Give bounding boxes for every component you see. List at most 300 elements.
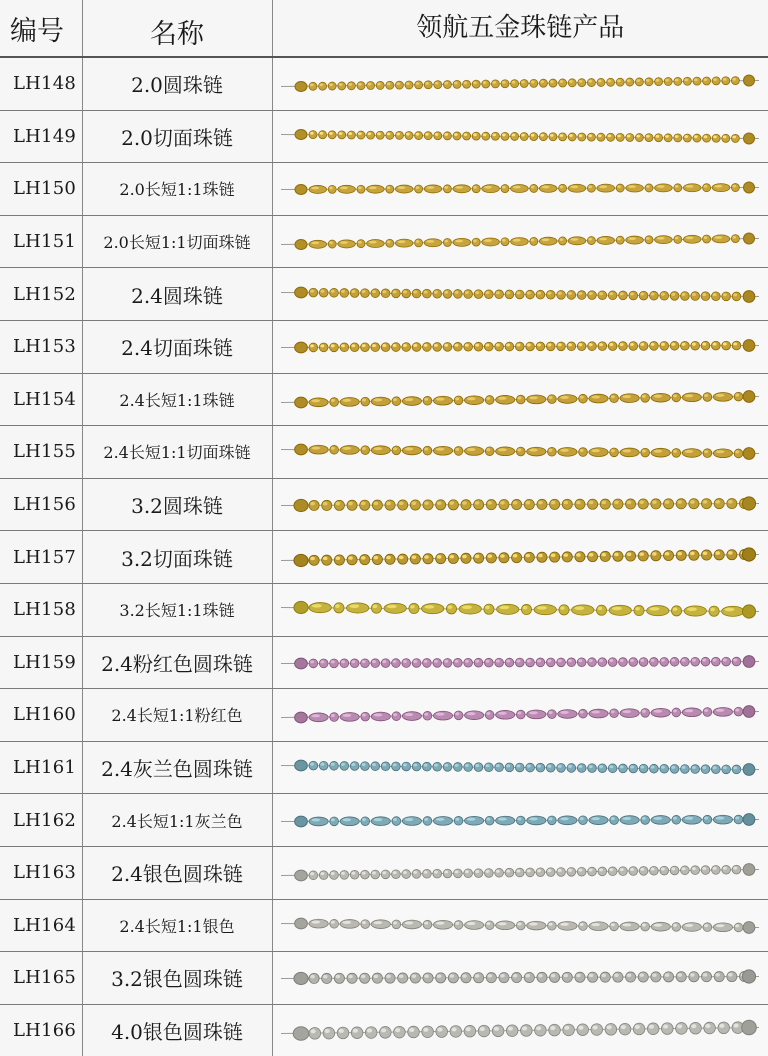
chain-bead (484, 290, 493, 299)
bead-highlight (495, 870, 499, 873)
chain-bead (673, 134, 681, 142)
chain-bead (639, 342, 648, 351)
chain-photo (273, 426, 768, 477)
chain-bead (443, 132, 451, 140)
bead-highlight (626, 80, 630, 83)
bead-highlight (715, 394, 724, 397)
chain-bead (443, 869, 452, 878)
chain-bead (510, 132, 518, 140)
chain-bead (556, 290, 565, 299)
bead-highlight (712, 293, 716, 296)
bead-highlight (588, 553, 593, 557)
chain-bead (568, 133, 576, 141)
chain-bead (505, 290, 514, 299)
bead-highlight (342, 921, 351, 924)
chain-bead (385, 131, 393, 139)
chain-bead (671, 606, 681, 616)
bead-highlight (702, 500, 707, 504)
bead-highlight (529, 817, 538, 820)
chain-long-bead (424, 185, 442, 193)
chain-bead (350, 288, 359, 297)
chain-bead (515, 658, 524, 667)
bead-highlight (454, 82, 458, 85)
bead-highlight (548, 396, 552, 399)
chain-bead (309, 131, 317, 139)
chain-bead (558, 605, 568, 615)
product-code: LH159 (0, 636, 82, 689)
chain-bead (319, 761, 328, 770)
table-row (0, 741, 768, 794)
chain-connector (295, 185, 307, 195)
chain-bead (597, 867, 606, 876)
bead-highlight (512, 501, 517, 505)
bead-highlight (310, 132, 314, 135)
bead-highlight (413, 871, 417, 874)
chain-bead (574, 551, 584, 561)
chain-bead (628, 867, 637, 876)
bead-highlight (455, 713, 459, 716)
chain-bead (357, 240, 365, 248)
chain-bead (423, 447, 432, 456)
chain-long-bead (464, 920, 483, 929)
bead-highlight (560, 923, 569, 926)
chain-bead (567, 342, 576, 351)
bead-highlight (454, 660, 458, 663)
chain-long-bead (495, 711, 514, 720)
chain-bead (734, 708, 743, 717)
chain-bead (714, 549, 724, 559)
product-code: LH151 (0, 215, 82, 268)
bead-highlight (619, 659, 623, 662)
chain-long-bead (526, 710, 545, 719)
bead-highlight (373, 714, 382, 717)
bead-highlight (630, 343, 634, 346)
bead-highlight (444, 82, 448, 85)
product-name: 3.2长短1:1珠链 (82, 583, 272, 636)
chain-bead (460, 973, 470, 983)
chain-bead (549, 499, 559, 509)
bead-highlight (702, 551, 707, 555)
chain-bead (558, 79, 566, 87)
chain-bead (726, 499, 736, 509)
chain-bead (628, 342, 637, 351)
bead-highlight (341, 345, 345, 348)
chain-bead (640, 449, 649, 458)
bead-highlight (330, 872, 334, 875)
chain-photo (273, 584, 768, 635)
bead-highlight (588, 659, 592, 662)
chain-bead (597, 79, 605, 87)
chain-long-bead (646, 606, 668, 616)
bead-highlight (424, 921, 428, 924)
bead-highlight (619, 343, 623, 346)
bead-highlight (568, 765, 572, 768)
product-code: LH156 (0, 478, 82, 531)
chain-bead (576, 1024, 588, 1036)
bead-highlight (415, 187, 419, 190)
chain-long-bead (402, 712, 421, 721)
bead-highlight (704, 709, 708, 712)
bead-highlight (599, 869, 603, 872)
bead-highlight (650, 343, 654, 346)
bead-highlight (435, 397, 444, 400)
bead-highlight (502, 186, 506, 189)
chain-long-bead (588, 394, 607, 403)
bead-highlight (404, 398, 413, 401)
bead-highlight (650, 659, 654, 662)
chain-bead (410, 500, 420, 510)
chain-photo (273, 1005, 768, 1056)
chain-bead (711, 342, 720, 351)
chain-long-bead (309, 817, 328, 826)
chain-bead (524, 973, 534, 983)
chain-photo (273, 689, 768, 740)
product-image (272, 215, 768, 268)
bead-highlight (433, 871, 437, 874)
chain-bead (721, 341, 730, 350)
bead-highlight (579, 395, 583, 398)
bead-highlight (722, 766, 726, 769)
chain-long-bead (526, 395, 545, 404)
bead-highlight (660, 766, 664, 769)
product-image (272, 846, 768, 899)
bead-highlight (464, 870, 468, 873)
chain-bead (384, 554, 394, 564)
chain-bead (501, 80, 509, 88)
product-code: LH158 (0, 583, 82, 636)
chain-bead (474, 658, 483, 667)
bead-highlight (330, 818, 334, 821)
bead-highlight (506, 764, 510, 767)
chain-clasp (742, 548, 755, 561)
chain-bead (412, 870, 421, 879)
bead-highlight (530, 134, 534, 137)
chain-bead (464, 1025, 476, 1037)
chain-bead (381, 659, 390, 668)
bead-highlight (704, 451, 708, 454)
bead-highlight (660, 659, 664, 662)
bead-highlight (373, 398, 382, 401)
chain-bead (546, 342, 555, 351)
bead-highlight (498, 712, 507, 715)
bead-highlight (559, 80, 563, 83)
chain-long-bead (371, 920, 390, 929)
bead-highlight (656, 237, 664, 240)
bead-highlight (521, 134, 525, 137)
bead-highlight (411, 501, 416, 505)
product-name: 2.4长短1:1灰兰色 (82, 794, 272, 847)
product-name: 2.4长短1:1切面珠链 (82, 426, 272, 479)
chain-bead (328, 82, 336, 90)
bead-highlight (473, 239, 477, 242)
chain-bead (536, 763, 545, 772)
bead-highlight (474, 501, 479, 505)
bead-highlight (485, 291, 489, 294)
bead-highlight (674, 79, 678, 82)
bead-highlight (392, 871, 396, 874)
chain-bead (690, 291, 699, 300)
chain-bead (670, 866, 679, 875)
chain-long-bead (682, 922, 701, 931)
bead-highlight (444, 871, 448, 874)
chain-bead (473, 553, 483, 563)
product-code: LH149 (0, 110, 82, 163)
bead-highlight (330, 660, 334, 663)
bead-highlight (735, 393, 739, 396)
chain-long-bead (464, 816, 483, 825)
chain-bead (587, 237, 595, 245)
chain-bead (410, 973, 420, 983)
chain-bead (664, 134, 672, 142)
chain-bead (321, 555, 331, 565)
bead-highlight (622, 450, 631, 453)
bead-highlight (601, 974, 606, 978)
chain-bead (578, 710, 587, 719)
chain-long-bead (309, 603, 331, 613)
chain-bead (721, 292, 730, 301)
bead-highlight (579, 711, 583, 714)
bead-highlight (541, 186, 549, 189)
bead-highlight (358, 132, 362, 135)
bead-highlight (522, 606, 527, 610)
bead-highlight (330, 763, 334, 766)
chain-bead (609, 922, 618, 931)
product-name: 2.4粉红色圆珠链 (82, 636, 272, 689)
bead-highlight (722, 293, 726, 296)
chain-long-bead (495, 447, 514, 456)
chain-long-bead (620, 709, 639, 718)
chain-bead (676, 550, 686, 560)
bead-highlight (550, 553, 555, 557)
chain-bead (609, 394, 618, 403)
bead-highlight (406, 83, 410, 86)
bead-highlight (733, 867, 737, 870)
chain-bead (693, 77, 701, 85)
chain-clasp (743, 921, 755, 933)
chain-bead (423, 816, 432, 825)
bead-highlight (607, 80, 611, 83)
bead-highlight (521, 81, 525, 84)
bead-highlight (517, 817, 521, 820)
bead-highlight (310, 872, 314, 875)
bead-highlight (703, 236, 707, 239)
chain-bead (350, 343, 359, 352)
chain-bead (608, 291, 617, 300)
bead-highlight (512, 554, 517, 558)
bead-highlight (691, 766, 695, 769)
bead-highlight (366, 1028, 371, 1032)
bead-highlight (485, 764, 489, 767)
bead-highlight (598, 80, 602, 83)
chain-bead (360, 870, 369, 879)
bead-highlight (444, 187, 448, 190)
chain-bead (350, 871, 359, 880)
product-image (272, 320, 768, 373)
chain-long-bead (371, 397, 390, 406)
chain-bead (376, 82, 384, 90)
bead-highlight (311, 187, 319, 190)
bead-highlight (702, 343, 706, 346)
bead-highlight (548, 449, 552, 452)
bead-highlight (660, 343, 664, 346)
bead-highlight (650, 292, 654, 295)
bead-highlight (433, 344, 437, 347)
chain-bead (391, 659, 400, 668)
chain-bead (511, 499, 521, 509)
chain-bead (650, 550, 660, 560)
bead-highlight (423, 1028, 428, 1032)
chain-bead (432, 658, 441, 667)
bead-highlight (559, 238, 563, 241)
chain-bead (309, 500, 319, 510)
chain-bead (521, 605, 531, 615)
chain-bead (663, 972, 673, 982)
bead-highlight (592, 1025, 597, 1029)
bead-highlight (568, 343, 572, 346)
bead-highlight (560, 396, 569, 399)
chain-bead (562, 973, 572, 983)
chain-bead (577, 342, 586, 351)
chain-bead (339, 343, 348, 352)
bead-highlight (341, 763, 345, 766)
bead-highlight (569, 134, 573, 137)
bead-highlight (526, 291, 530, 294)
chain-bead (505, 342, 514, 351)
bead-highlight (487, 554, 492, 558)
product-image (272, 373, 768, 426)
bead-highlight (462, 501, 467, 505)
chain-bead (577, 764, 586, 773)
bead-highlight (634, 1025, 639, 1029)
bead-highlight (529, 449, 538, 452)
chain-bead (608, 764, 617, 773)
chain-bead (688, 550, 698, 560)
bead-highlight (576, 553, 581, 557)
chain-bead (671, 393, 680, 402)
chain-bead (549, 133, 557, 141)
bead-highlight (311, 604, 321, 608)
chain-bead (701, 972, 711, 982)
chain-bead (333, 603, 343, 613)
product-image (272, 583, 768, 636)
bead-highlight (550, 501, 555, 505)
chain-bead (619, 1023, 631, 1035)
bead-highlight (617, 80, 621, 83)
bead-highlight (673, 394, 677, 397)
bead-highlight (639, 552, 644, 556)
chain-bead (329, 659, 338, 668)
chain-bead (422, 343, 431, 352)
chain-bead (701, 342, 710, 351)
product-image (272, 689, 768, 742)
bead-highlight (338, 132, 342, 135)
bead-highlight (361, 921, 365, 924)
chain-bead (432, 343, 441, 352)
bead-highlight (423, 764, 427, 767)
chain-bead (688, 499, 698, 509)
chain-bead (385, 239, 393, 247)
bead-highlight (373, 921, 382, 924)
bead-highlight (681, 867, 685, 870)
chain-photo (273, 479, 768, 530)
chain-bead (547, 395, 556, 404)
bead-highlight (619, 868, 623, 871)
chain-long-bead (433, 712, 452, 721)
bead-highlight (660, 868, 664, 871)
chain-bead (591, 1024, 603, 1036)
bead-highlight (640, 343, 644, 346)
bead-highlight (455, 397, 459, 400)
chain-bead (625, 551, 635, 561)
bead-highlight (628, 237, 636, 240)
chain-bead (433, 81, 441, 89)
chain-bead (703, 393, 712, 402)
chain-bead (494, 290, 503, 299)
chain-bead (329, 446, 338, 455)
bead-highlight (677, 500, 682, 504)
bead-highlight (732, 136, 736, 139)
chain-bead (472, 80, 480, 88)
table-row (0, 215, 768, 268)
chain-bead (640, 815, 649, 824)
chain-bead (309, 343, 318, 352)
bead-highlight (598, 134, 602, 137)
chain-bead (376, 131, 384, 139)
chain-bead (462, 132, 470, 140)
bead-highlight (511, 134, 515, 137)
bead-highlight (329, 187, 333, 190)
table-row (0, 426, 768, 479)
chain-bead (350, 659, 359, 668)
bead-highlight (559, 134, 563, 137)
bead-highlight (310, 763, 314, 766)
product-image (272, 899, 768, 952)
bead-highlight (630, 765, 634, 768)
bead-highlight (311, 447, 320, 450)
chain-bead (524, 552, 534, 562)
chain-connector (294, 658, 307, 669)
chain-bead (412, 289, 421, 298)
bead-highlight (626, 135, 630, 138)
chain-bead (625, 499, 635, 509)
chain-bead (529, 237, 537, 245)
bead-highlight (681, 766, 685, 769)
chain-bead (501, 185, 509, 193)
chain-bead (460, 500, 470, 510)
chain-bead (381, 289, 390, 298)
chain-bead (628, 764, 637, 773)
chain-bead (659, 291, 668, 300)
chain-bead (393, 1026, 405, 1038)
bead-highlight (512, 186, 520, 189)
chain-bead (401, 289, 410, 298)
chain-bead (547, 816, 556, 825)
bead-highlight (703, 135, 707, 138)
chain-bead (463, 658, 472, 667)
chain-connector (294, 713, 307, 724)
chain-bead (505, 869, 514, 878)
bead-highlight (712, 867, 716, 870)
bead-highlight (684, 450, 693, 453)
chain-bead (654, 78, 662, 86)
bead-highlight (641, 923, 645, 926)
bead-highlight (404, 713, 413, 716)
chain-bead (525, 342, 534, 351)
chain-bead (574, 499, 584, 509)
chain-bead (556, 868, 565, 877)
chain-long-bead (340, 446, 359, 455)
bead-highlight (411, 975, 416, 979)
